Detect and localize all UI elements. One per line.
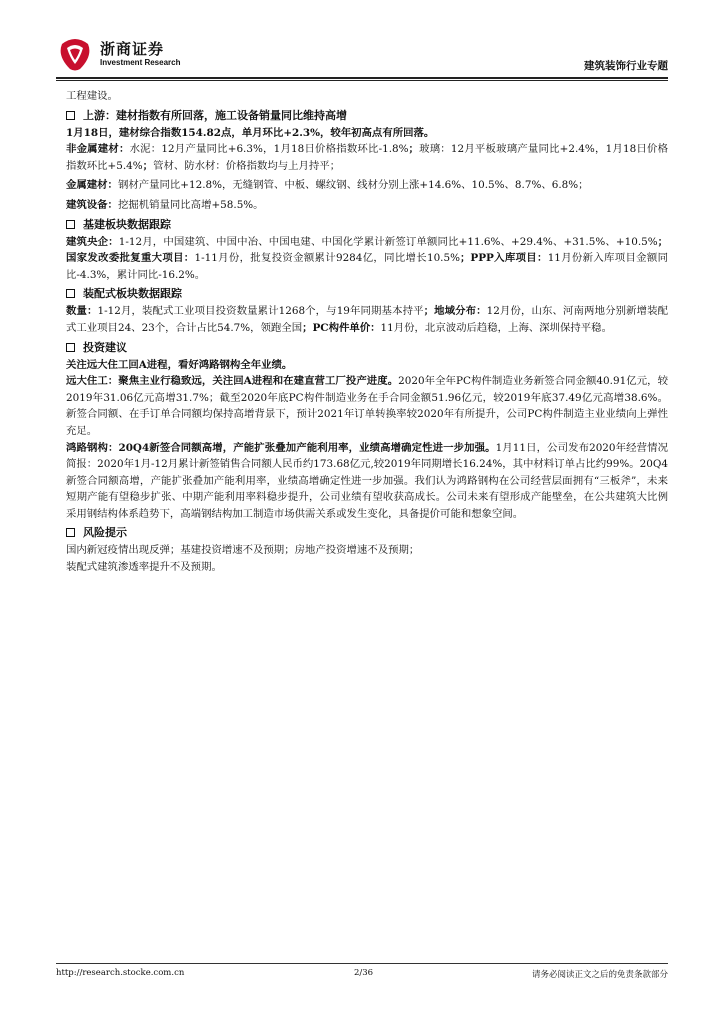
page-number: 2/36 [354,968,374,978]
checkbox-bullet-icon [66,220,75,229]
footer-url-link[interactable]: http://research.stocke.com.cn [56,968,185,978]
checkbox-bullet-icon [66,111,75,120]
section-upstream-heading: 上游：建材指数有所回落，施工设备销量同比维持高增 [66,107,668,124]
checkbox-bullet-icon [66,528,75,537]
report-category: 建筑装饰行业专题 [584,60,668,72]
logo-english-name: Investment Research [100,58,181,67]
section-prefab-heading: 装配式板块数据跟踪 [66,285,668,302]
upstream-lead: 1月18日，建材综合指数154.82点，单月环比+2.3%，较年初高点有所回落。 [66,126,435,139]
section-investment-heading: 投资建议 [66,339,668,356]
risk-line-1: 国内新冠疫情出现反弹；基建投资增速不及预期；房地产投资增速不及预期； [66,544,420,557]
equipment-paragraph: 建筑设备：挖掘机销量同比高增+58.5%。 [66,198,264,211]
header-rule-thin [56,80,668,81]
yuanda-paragraph: 远大住工：聚焦主业行稳致远，关注回A进程和在建直营工厂投产进度。2020年全年PC构件制造业务新签合同金额40.91亿元，较2019年31.06亿元高增31.7%；截至2020年底PC构件制造业务在手合同金额51.96亿元，较2019年底37.49亿元高增38.6%。新签合同额、在手订单合同额均保持高增背景下，预计2021年订单转换率较2020年有所提升，公司PC构件制造主业业绩向上弹性充足。 [66,375,668,437]
section-risk-heading: 风险提示 [66,524,668,541]
footer-disclaimer: 请务必阅读正文之后的免责条款部分 [531,970,668,980]
header-rule [56,77,668,79]
report-body [66,88,668,576]
honglu-paragraph: 鸿路钢构：20Q4新签合同额高增，产能扩张叠加产能利用率，业绩高增确定性进一步加强。1月11日，公司发布2020年经营情况简报：2020年1月-12月累计新签销售合同额人民币约173.68亿元,较2019年同期增长16.24%，其中材料订单占比约99%。20Q4新签合同额高增，产能扩张叠加产能利用率，业绩高增确定性进一步加强。我们认为鸿路钢构在公司经营层面拥有“三板斧”，未来短期产能有望稳步扩张、中期产能利用率料稳步提升，公司业绩有望收获高成长。公司未来有望形成产能壁垒，在公共建筑大比例采用钢结构体系趋势下，高端钢结构加工制造市场供需关系或发生变化，具备提价可能和想象空间。 [66,441,668,520]
prefab-paragraph: 数量：1-12月，装配式工业项目投资数量累计1268个，与19年同期基本持平；地域分布：12月份，山东、河南两地分别新增装配式工业项目24、23个，合计占比54.7%，领跑全国；PC构件单价：11月份，北京波动后趋稳，上海、深圳保持平稳。 [66,305,669,334]
risk-line-2: 装配式建筑渗透率提升不及预期。 [66,561,222,574]
infrastructure-paragraph: 建筑央企：1-12月，中国建筑、中国中冶、中国电建、中国化学累计新签订单额同比+11.6%、+29.4%、+31.5%、+10.5%；国家发改委批复重大项目：1-11月份，批复投资金额累计9284亿，同比增长10.5%；PPP入库项目：11月份新入库项目金额同比-4.3%，累计同比-16.2%。 [66,235,668,281]
footer-rule [56,963,668,964]
metal-paragraph: 金属建材：钢材产量同比+12.8%，无缝钢管、中板、螺纹钢、线材分别上涨+14.6%、10.5%、8.7%、6.8%； [66,179,589,192]
intro-text: 工程建设。 [66,90,118,102]
logo-chinese-name: 浙商证券 [100,40,165,58]
stocke-logo-icon [56,36,94,72]
nonmetal-paragraph: 非金属建材：水泥：12月产量同比+6.3%，1月18日价格指数环比-1.8%；玻璃：12月平板玻璃产量同比+2.4%，1月18日价格指数环比+5.4%；管材、防水材：价格指数均与上月持平； [66,143,668,172]
checkbox-bullet-icon [66,343,75,352]
investment-lead: 关注远大住工回A进程，看好鸿路钢构全年业绩。 [66,358,293,371]
page-header [56,36,668,76]
section-infrastructure-heading: 基建板块数据跟踪 [66,216,668,233]
checkbox-bullet-icon [66,289,75,298]
